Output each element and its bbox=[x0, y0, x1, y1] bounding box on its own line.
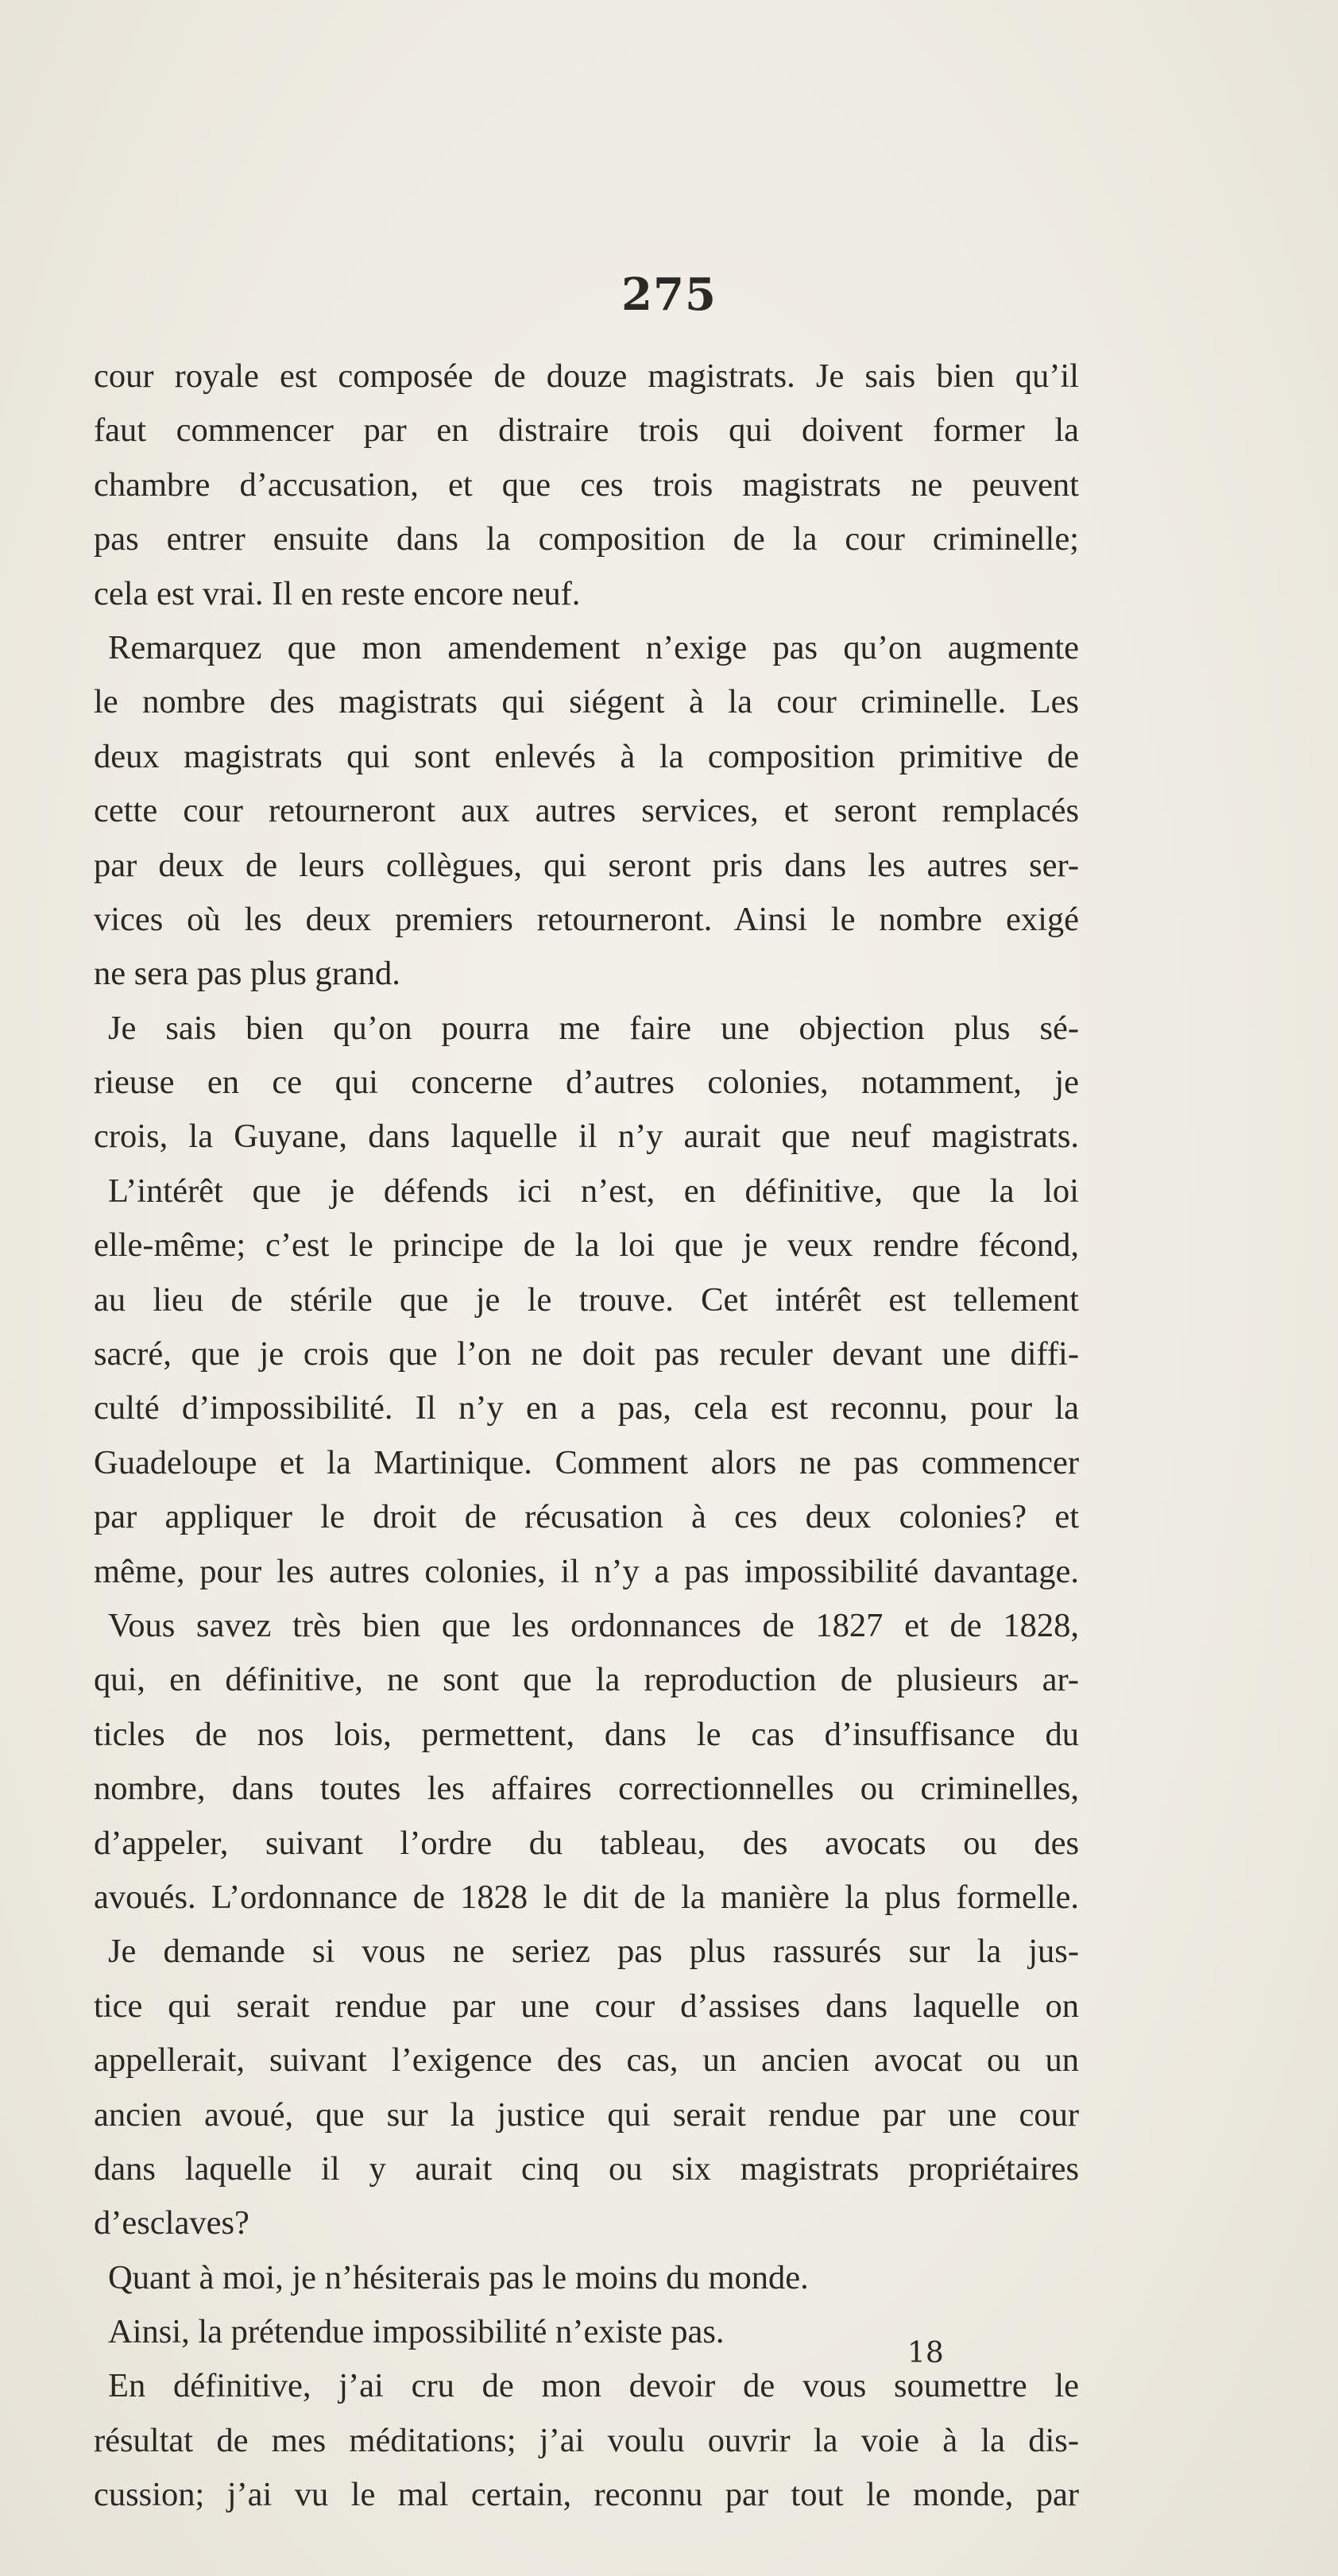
text-line: dans laquelle il y aurait cinq ou six magistrats propriétaires bbox=[94, 2149, 1079, 2188]
text-line: Ainsi, la prétendue impossibilité n’existe pas. bbox=[108, 2313, 725, 2351]
text-line: ticles de nos lois, permettent, dans le cas d’insuffisance du bbox=[94, 1715, 1079, 1753]
text-line: Remarquez que mon amendement n’exige pas qu’on augmente bbox=[108, 628, 1079, 666]
text-line: au lieu de stérile que je le trouve. Cet intérêt est tellement bbox=[94, 1280, 1079, 1319]
text-line: Vous savez très bien que les ordonnances de 1827 et de 1828, bbox=[108, 1606, 1079, 1644]
text-line: sacré, que je crois que l’on ne doit pas reculer devant une diffi- bbox=[94, 1335, 1079, 1373]
text-line: Je demande si vous ne seriez pas plus rassurés sur la jus- bbox=[108, 1933, 1079, 1971]
text-line: vices où les deux premiers retourneront. Ainsi le nombre exigé bbox=[94, 900, 1079, 938]
text-line: En définitive, j’ai cru de mon devoir de vous soumettre le bbox=[108, 2367, 1079, 2405]
text-line: ne sera pas plus grand. bbox=[94, 955, 400, 993]
text-line: avoués. L’ordonnance de 1828 le dit de la manière la plus formelle. bbox=[94, 1878, 1079, 1916]
text-line: L’intérêt que je défends ici n’est, en définitive, que la loi bbox=[108, 1172, 1079, 1210]
text-line: elle-même; c’est le principe de la loi que je veux rendre fécond, bbox=[94, 1226, 1079, 1265]
text-line: faut commencer par en distraire trois qui doivent former la bbox=[94, 411, 1079, 450]
text-line: Guadeloupe et la Martinique. Comment alors ne pas commencer bbox=[94, 1443, 1079, 1481]
text-line: cela est vrai. Il en reste encore neuf. bbox=[94, 574, 581, 612]
text-line: pas entrer ensuite dans la composition de la cour criminelle; bbox=[94, 520, 1079, 558]
text-line: résultat de mes méditations; j’ai voulu ouvrir la voie à la dis- bbox=[94, 2421, 1079, 2459]
body-text bbox=[94, 350, 1079, 2523]
text-line: d’esclaves? bbox=[94, 2204, 249, 2242]
text-line: même, pour les autres colonies, il n’y a pas impossibilité davantage. bbox=[94, 1552, 1079, 1590]
text-line: crois, la Guyane, dans laquelle il n’y aurait que neuf magistrats. bbox=[94, 1118, 1079, 1156]
text-line: appellerait, suivant l’exigence des cas, un ancien avocat ou un bbox=[94, 2041, 1079, 2080]
text-line: d’appeler, suivant l’ordre du tableau, des avocats ou des bbox=[94, 1824, 1079, 1862]
text-line: nombre, dans toutes les affaires correctionnelles ou criminelles, bbox=[94, 1770, 1079, 1808]
text-line: ancien avoué, que sur la justice qui serait rendue par une cour bbox=[94, 2095, 1079, 2134]
text-line: par deux de leurs collègues, qui seront pris dans les autres ser- bbox=[94, 846, 1079, 884]
text-line: deux magistrats qui sont enlevés à la composition primitive de bbox=[94, 737, 1079, 775]
text-line: Quant à moi, je n’hésiterais pas le moins du monde. bbox=[108, 2258, 809, 2296]
text-line: cussion; j’ai vu le mal certain, reconnu par tout le monde, par bbox=[94, 2476, 1079, 2514]
text-line: tice qui serait rendue par une cour d’assises dans laquelle on bbox=[94, 1987, 1079, 2025]
text-line: culté d’impossibilité. Il n’y en a pas, cela est reconnu, pour la bbox=[94, 1389, 1079, 1427]
signature-mark: 18 bbox=[907, 2337, 944, 2369]
text-line: rieuse en ce qui concerne d’autres colonies, notamment, je bbox=[94, 1064, 1079, 1102]
text-line: le nombre des magistrats qui siégent à la cour criminelle. Les bbox=[94, 683, 1079, 721]
text-line: qui, en définitive, ne sont que la reproduction de plusieurs ar- bbox=[94, 1661, 1079, 1699]
text-line: chambre d’accusation, et que ces trois magistrats ne peuvent bbox=[94, 465, 1079, 504]
page-number: 275 bbox=[621, 268, 717, 321]
text-line: par appliquer le droit de récusation à ces deux colonies? et bbox=[94, 1498, 1079, 1536]
text-line: cour royale est composée de douze magistrats. Je sais bien qu’il bbox=[94, 357, 1079, 395]
text-line: cette cour retourneront aux autres services, et seront remplacés bbox=[94, 792, 1079, 830]
text-line: Je sais bien qu’on pourra me faire une objection plus sé- bbox=[108, 1009, 1079, 1047]
